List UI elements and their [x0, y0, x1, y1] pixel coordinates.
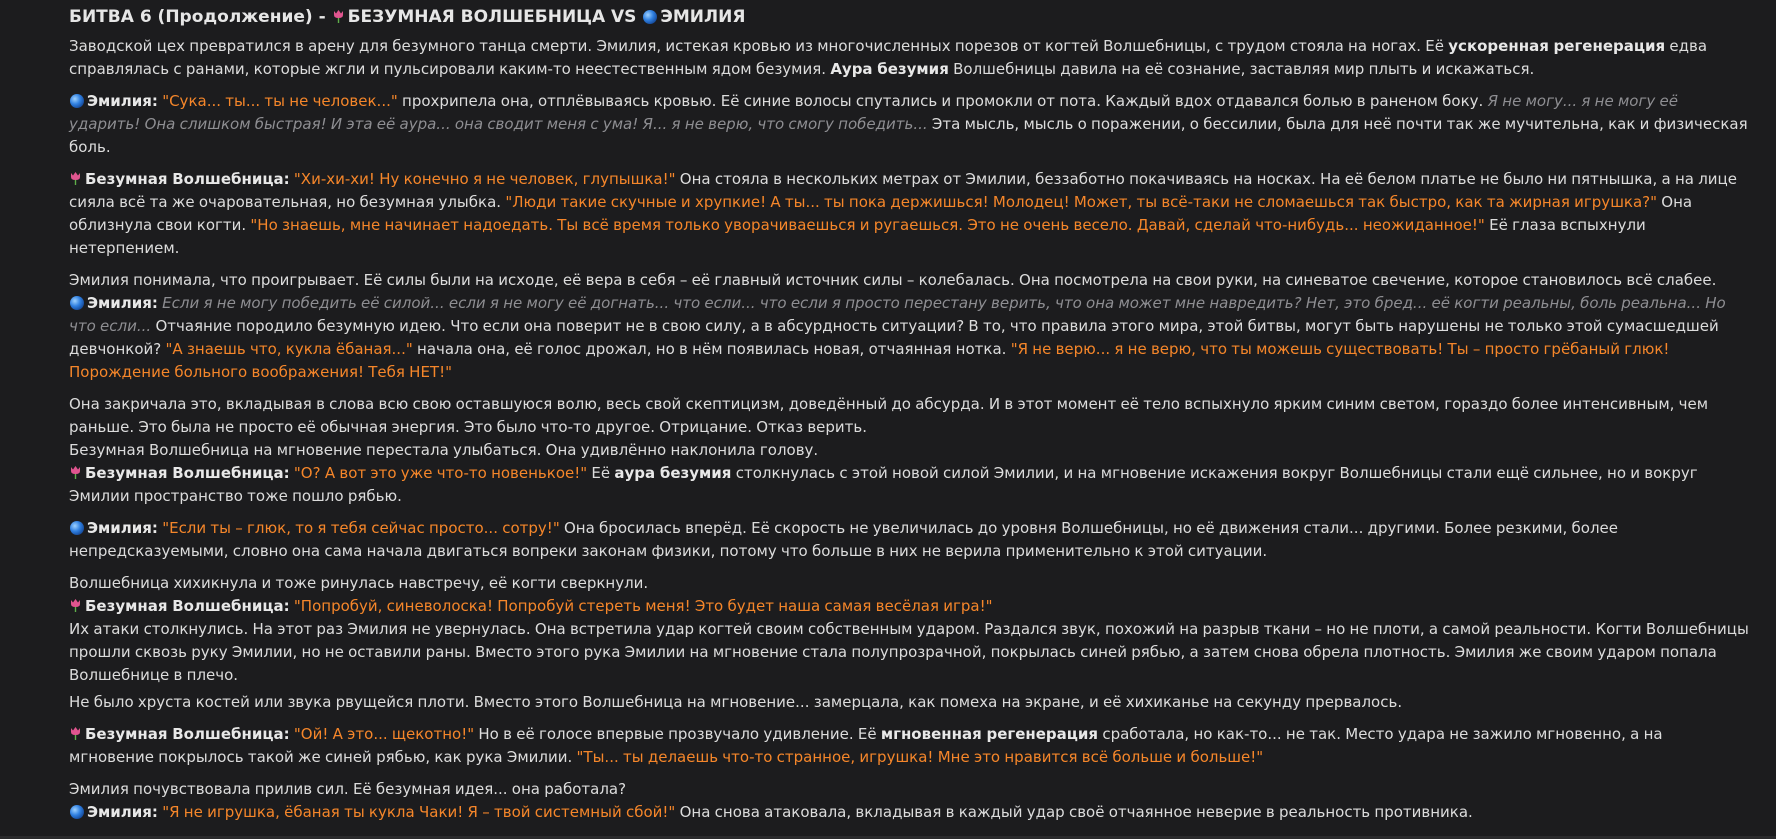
narration: Она снова атаковала, вкладывая в каждый удар своё отчаянное неверие в реальность противника.: [675, 803, 1473, 821]
dialogue-quote: "Я не игрушка, ёбаная ты кукла Чаки! Я – твой системный сбой!": [162, 803, 676, 821]
narration: начала она, её голос дрожал, но в нём появилась новая, отчаянная нотка.: [412, 340, 1011, 358]
dialogue-quote: "Если ты – глюк, то я тебя сейчас просто... сотру!": [162, 519, 560, 537]
dialogue-quote: "Попробуй, синеволоска! Попробуй стереть меня! Это будет наша самая весёлая игра!": [293, 597, 993, 615]
dialogue-quote: "Ой! А это... щекотно!": [293, 725, 475, 743]
paragraph-9: [69, 517, 1749, 563]
blue-orb-icon: [69, 804, 85, 820]
dialogue-quote: "Но знаешь, мне начинает надоедать. Ты всё время только уворачиваешься и ругаешься. Это не очень весело. Давай, сделай что-нибудь... неожиданное!": [250, 216, 1485, 234]
speaker-name: Безумная Волшебница:: [85, 597, 290, 615]
paragraph-5: [69, 292, 1749, 384]
narration: едва справлялась с ранами, которые жгли и пульсировали каким-то неестественным ядом безумия.: [69, 37, 1708, 78]
narration: Не было хруста костей или звука рвущейся плоти. Вместо этого Волшебница на мгновение... замерцала, как помеха на экране, и её хихиканье на секунду прервалось.: [69, 693, 1403, 711]
dialogue-quote: "О? А вот это уже что-то новенькое!": [293, 464, 588, 482]
paragraph-12: [69, 618, 1749, 687]
paragraph-13: [69, 691, 1749, 714]
narration: Безумная Волшебница на мгновение перестала улыбаться. Она удивлённо наклонила голову.: [69, 441, 819, 459]
tulip-icon: [69, 465, 82, 480]
inner-thought: Если я не могу победить её силой... если я не могу её догнать... что если... что если я просто перестану верить, что она может мне навредить? Нет, это бред... её когти реальны, боль реальна... Но что если...: [69, 294, 1726, 335]
inner-thought: Я не могу... я не могу её ударить! Она слишком быстрая! И эта её аура... она сводит меня с ума! Я... я не верю, что смогу победить...: [69, 92, 1678, 133]
narration: сработала, но как-то... не так. Место удара не зажило мгновенно, а на мгновение покрылось такой же синей рябью, как рука Эмилии.: [69, 725, 1663, 766]
paragraph-16: [69, 801, 1749, 824]
dialogue-quote: "Ты... ты делаешь что-то странное, игрушка! Мне это нравится всё больше и больше!": [576, 748, 1264, 766]
narration: Она закричала это, вкладывая в слова всю свою оставшуюся волю, весь свой скептицизм, доведённый до абсурда. И в этот момент её тело вспыхнуло ярким синим светом, гораздо более интенсивным, чем раньше. Это была не просто её обычная энергия. Это было что-то другое. Отрицание. Отказ верить.: [69, 395, 1709, 436]
title-name1: БЕЗУМНАЯ ВОЛШЕБНИЦА VS: [347, 7, 643, 27]
tulip-icon: [69, 726, 82, 741]
narration: Но в её голосе впервые прозвучало удивление. Её: [474, 725, 881, 743]
bold-term: мгновенная регенерация: [880, 725, 1099, 743]
speaker-name: Безумная Волшебница:: [85, 170, 290, 188]
narration: Она стояла в нескольких метрах от Эмилии, беззаботно покачиваясь на носках. На её белом платье не было ни пятнышка, а на лице сияла всё та же очаровательная, но безумная улыбка.: [69, 170, 1737, 211]
narration: Волшебницы давила на её сознание, заставляя мир плыть и искажаться.: [948, 60, 1535, 78]
narration: Волшебница хихикнула и тоже ринулась навстречу, её когти сверкнули.: [69, 574, 649, 592]
paragraph-15: [69, 778, 1749, 801]
blue-orb-icon: [69, 520, 85, 536]
paragraph-14: [69, 723, 1749, 769]
narration: Отчаяние породило безумную идею. Что если она поверит не в свою силу, а в абсурдность ситуации? В то, что правила этого мира, этой битвы, могут быть нарушены не только этой сумасшедшей девчонкой?: [69, 317, 1719, 358]
narration: Она облизнула свои когти.: [69, 193, 1693, 234]
dialogue-quote: "Я не верю... я не верю, что ты можешь существовать! Ты – просто грёбаный глюк! Порождение больного воображения! Тебя НЕТ!": [69, 340, 1670, 381]
paragraph-2: [69, 90, 1749, 159]
narration: Эмилия понимала, что проигрывает. Её силы были на исходе, её вера в себя – её главный источник силы – колебалась. Она посмотрела на свои руки, на синеватое свечение, которое становилось всё слабее.: [69, 271, 1717, 289]
bold-term: Аура безумия: [830, 60, 949, 78]
dialogue-quote: "Хи-хи-хи! Ну конечно я не человек, глупышка!": [293, 170, 676, 188]
paragraph-4: [69, 269, 1749, 292]
narration: Её: [587, 464, 615, 482]
speaker-name: Безумная Волшебница:: [85, 464, 290, 482]
speaker-name: Безумная Волшебница:: [85, 725, 290, 743]
title-part: БИТВА 6 (Продолжение) -: [69, 7, 332, 27]
paragraph-7: [69, 439, 1749, 462]
blue-orb-icon: [642, 9, 658, 25]
paragraph-1: [69, 35, 1749, 81]
paragraph-6: [69, 393, 1749, 439]
title-name2: ЭМИЛИЯ: [660, 7, 746, 27]
bold-term: ускоренная регенерация: [1448, 37, 1666, 55]
paragraph-11: [69, 595, 1749, 618]
narration: Её глаза вспыхнули нетерпением.: [69, 216, 1646, 257]
narration: прохрипела она, отплёвываясь кровью. Её синие волосы спутались и промокли от пота. Каждый вдох отдавался болью в раненом боку.: [397, 92, 1488, 110]
blue-orb-icon: [69, 93, 85, 109]
tulip-icon: [69, 598, 82, 613]
speaker-name: Эмилия:: [87, 92, 158, 110]
page-title: [69, 6, 1776, 28]
dialogue-quote: "Люди такие скучные и хрупкие! А ты... ты пока держишься! Молодец! Может, ты всё-таки не сломаешься так быстро, как та жирная игрушка?": [505, 193, 1658, 211]
blue-orb-icon: [69, 295, 85, 311]
narration: Она бросилась вперёд. Её скорость не увеличилась до уровня Волшебницы, но её движения стали... другими. Более резкими, более непредсказуемыми, словно она сама начала двигаться вопреки законам физики, потому что больше в них не верила применительно к этой ситуации.: [69, 519, 1618, 560]
dialogue-quote: "А знаешь что, кукла ёбаная...": [165, 340, 413, 358]
speaker-name: Эмилия:: [87, 803, 158, 821]
narration: Эта мысль, мысль о поражении, о бессилии, была для неё почти так же мучительна, как и физическая боль.: [69, 115, 1748, 156]
narration: Их атаки столкнулись. На этот раз Эмилия не увернулась. Она встретила удар когтей своим собственным ударом. Раздался звук, похожий на разрыв ткани – но не плоти, а самой реальности. Когти Волшебницы прошли сквозь руку Эмилии, но не оставили раны. Вместо этого рука Эмилии на мгновение стала полупрозрачной, покрылась синей рябью, а затем снова обрела плотность. Эмилия же своим ударом попала Волшебнице в плечо.: [69, 620, 1749, 684]
paragraph-8: [69, 462, 1749, 508]
narration: Эмилия почувствовала прилив сил. Её безумная идея... она работала?: [69, 780, 627, 798]
tulip-icon: [332, 9, 345, 24]
speaker-name: Эмилия:: [87, 519, 158, 537]
speaker-name: Эмилия:: [87, 294, 158, 312]
paragraph-3: [69, 168, 1749, 260]
tulip-icon: [69, 171, 82, 186]
paragraph-10: [69, 572, 1749, 595]
dialogue-quote: "Сука... ты... ты не человек...": [162, 92, 398, 110]
narration: Заводской цех превратился в арену для безумного танца смерти. Эмилия, истекая кровью из многочисленных порезов от когтей Волшебницы, с трудом стояла на ногах. Её: [69, 37, 1449, 55]
bold-term: аура безумия: [614, 464, 732, 482]
narration: столкнулась с этой новой силой Эмилии, и на мгновение искажения вокруг Волшебницы стали ещё сильнее, но и вокруг Эмилии пространство тоже пошло рябью.: [69, 464, 1698, 505]
